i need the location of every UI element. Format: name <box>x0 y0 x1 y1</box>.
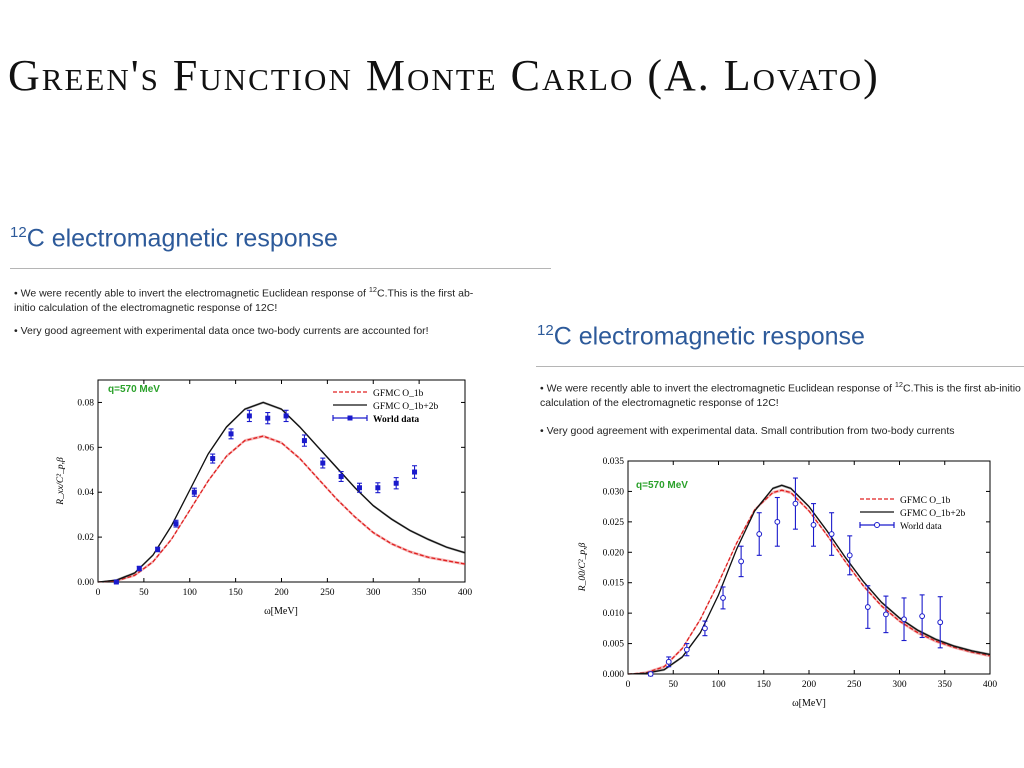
data-point <box>412 470 417 475</box>
legend-marker <box>875 523 880 528</box>
data-point <box>114 580 119 585</box>
left-bullet-2-text: • Very good agreement with experimental data once two-body currents are accounted for! <box>14 325 429 337</box>
left-panel-divider <box>10 268 551 269</box>
legend-label-1b2b: GFMC O_1b+2b <box>373 402 439 412</box>
y-tick-label: 0.04 <box>77 488 94 499</box>
data-point <box>721 596 726 601</box>
y-tick-label: 0.005 <box>602 639 624 650</box>
data-point <box>811 523 816 528</box>
y-tick-label: 0.035 <box>602 457 624 467</box>
data-point <box>173 521 178 526</box>
data-point <box>265 416 270 421</box>
data-point <box>247 413 252 418</box>
data-point <box>137 566 142 571</box>
x-tick-label: 300 <box>892 680 907 690</box>
data-point <box>394 481 399 486</box>
y-tick-label: 0.030 <box>602 487 624 498</box>
y-axis-label: R_xx/C²_p,β <box>56 457 66 505</box>
x-tick-label: 200 <box>801 680 817 690</box>
tick-layer <box>77 380 472 598</box>
legend-label-1b: GFMC O_1b <box>373 389 424 399</box>
data-point <box>357 485 362 490</box>
x-axis-label: ω[MeV] <box>264 606 298 617</box>
x-tick-label: 150 <box>228 588 243 598</box>
x-tick-label: 350 <box>412 588 427 598</box>
left-bullet-1-post: C.This is the first ab-initio calculation of the electromagnetic response of 12C! <box>14 287 474 314</box>
left-response-chart <box>50 370 480 620</box>
series-line <box>98 402 465 582</box>
legend-label-1b: GFMC O_1b <box>900 496 951 506</box>
right-heading-text: C electromagnetic response <box>553 322 865 351</box>
x-tick-label: 250 <box>847 680 862 690</box>
left-bullet-1-pre: • We were recently able to invert the electromagnetic Euclidean response of <box>14 287 369 300</box>
x-tick-label: 400 <box>457 588 473 598</box>
y-tick-label: 0.020 <box>602 548 624 559</box>
data-point <box>648 672 653 677</box>
right-bullet-1-pre: • We were recently able to invert the electromagnetic Euclidean response of <box>540 382 895 395</box>
x-tick-label: 0 <box>95 588 101 598</box>
right-bullet-2-text: • Very good agreement with experimental data. Small contribution from two-body currents <box>540 425 955 437</box>
left-bullet-1 <box>14 283 494 315</box>
data-point <box>920 614 925 619</box>
right-response-chart <box>572 455 1002 715</box>
data-point <box>793 501 798 506</box>
x-tick-label: 350 <box>937 680 952 690</box>
y-tick-label: 0.08 <box>77 398 94 409</box>
x-tick-label: 100 <box>182 588 197 598</box>
data-point <box>320 461 325 466</box>
x-axis-label: ω[MeV] <box>792 698 826 709</box>
legend <box>333 389 439 425</box>
x-tick-label: 100 <box>711 680 726 690</box>
data-point <box>155 547 160 552</box>
right-bullet-1 <box>540 378 1022 410</box>
data-point <box>938 620 943 625</box>
y-tick-label: 0.00 <box>77 578 94 588</box>
legend <box>860 496 966 532</box>
y-tick-label: 0.000 <box>602 670 624 680</box>
series-layer <box>628 478 990 676</box>
data-point <box>192 490 197 495</box>
y-tick-label: 0.06 <box>77 443 94 454</box>
right-panel-heading <box>537 322 865 351</box>
data-point <box>684 647 689 652</box>
data-point <box>775 519 780 524</box>
x-tick-label: 200 <box>274 588 289 598</box>
series-line <box>98 436 465 582</box>
y-axis-label: R_00/C²_p,β <box>578 542 588 592</box>
x-tick-label: 250 <box>320 588 335 598</box>
left-heading-sup: 12 <box>10 224 27 241</box>
data-point <box>375 485 380 490</box>
slide-title: Green's Function Monte Carlo (A. Lovato) <box>8 51 880 100</box>
legend-marker <box>348 416 353 421</box>
legend-label-1b2b: GFMC O_1b+2b <box>900 509 966 519</box>
left-heading-text: C electromagnetic response <box>26 224 338 253</box>
y-tick-label: 0.010 <box>602 609 624 620</box>
data-point <box>884 612 889 617</box>
annotation: q=570 MeV <box>108 384 160 395</box>
legend-label-data: World data <box>373 415 420 425</box>
legend-label-data: World data <box>900 522 942 532</box>
data-point <box>229 431 234 436</box>
data-point <box>739 559 744 564</box>
right-bullet-1-post: C.This is the first ab-initio calculation of the electromagnetic response of 12C! <box>540 382 1021 409</box>
data-point <box>210 456 215 461</box>
right-bullet-1-sup: 12 <box>894 380 904 389</box>
data-point <box>666 659 671 664</box>
right-heading-sup: 12 <box>537 322 554 339</box>
tick-layer <box>603 457 998 690</box>
data-point <box>829 532 834 537</box>
data-point <box>302 438 307 443</box>
data-point <box>865 605 870 610</box>
left-bullet-1-sup: 12 <box>368 285 378 294</box>
left-panel-heading <box>10 224 338 253</box>
data-point <box>703 626 708 631</box>
y-tick-label: 0.025 <box>602 517 624 528</box>
x-tick-label: 150 <box>756 680 771 690</box>
y-tick-label: 0.015 <box>602 578 624 589</box>
data-point <box>902 617 907 622</box>
x-tick-label: 0 <box>625 680 631 690</box>
right-bullet-2 <box>540 424 1022 438</box>
left-bullet-2 <box>14 324 514 338</box>
data-point <box>757 532 762 537</box>
annotation: q=570 MeV <box>636 480 688 491</box>
x-tick-label: 400 <box>982 680 998 690</box>
data-point <box>284 413 289 418</box>
data-point <box>339 474 344 479</box>
x-tick-label: 300 <box>366 588 381 598</box>
y-tick-label: 0.02 <box>77 533 94 544</box>
series-layer <box>98 401 465 584</box>
right-panel-divider <box>536 366 1024 367</box>
uncertainty-band <box>98 435 465 582</box>
data-point <box>847 553 852 558</box>
x-tick-label: 50 <box>668 680 678 690</box>
x-tick-label: 50 <box>139 588 149 598</box>
